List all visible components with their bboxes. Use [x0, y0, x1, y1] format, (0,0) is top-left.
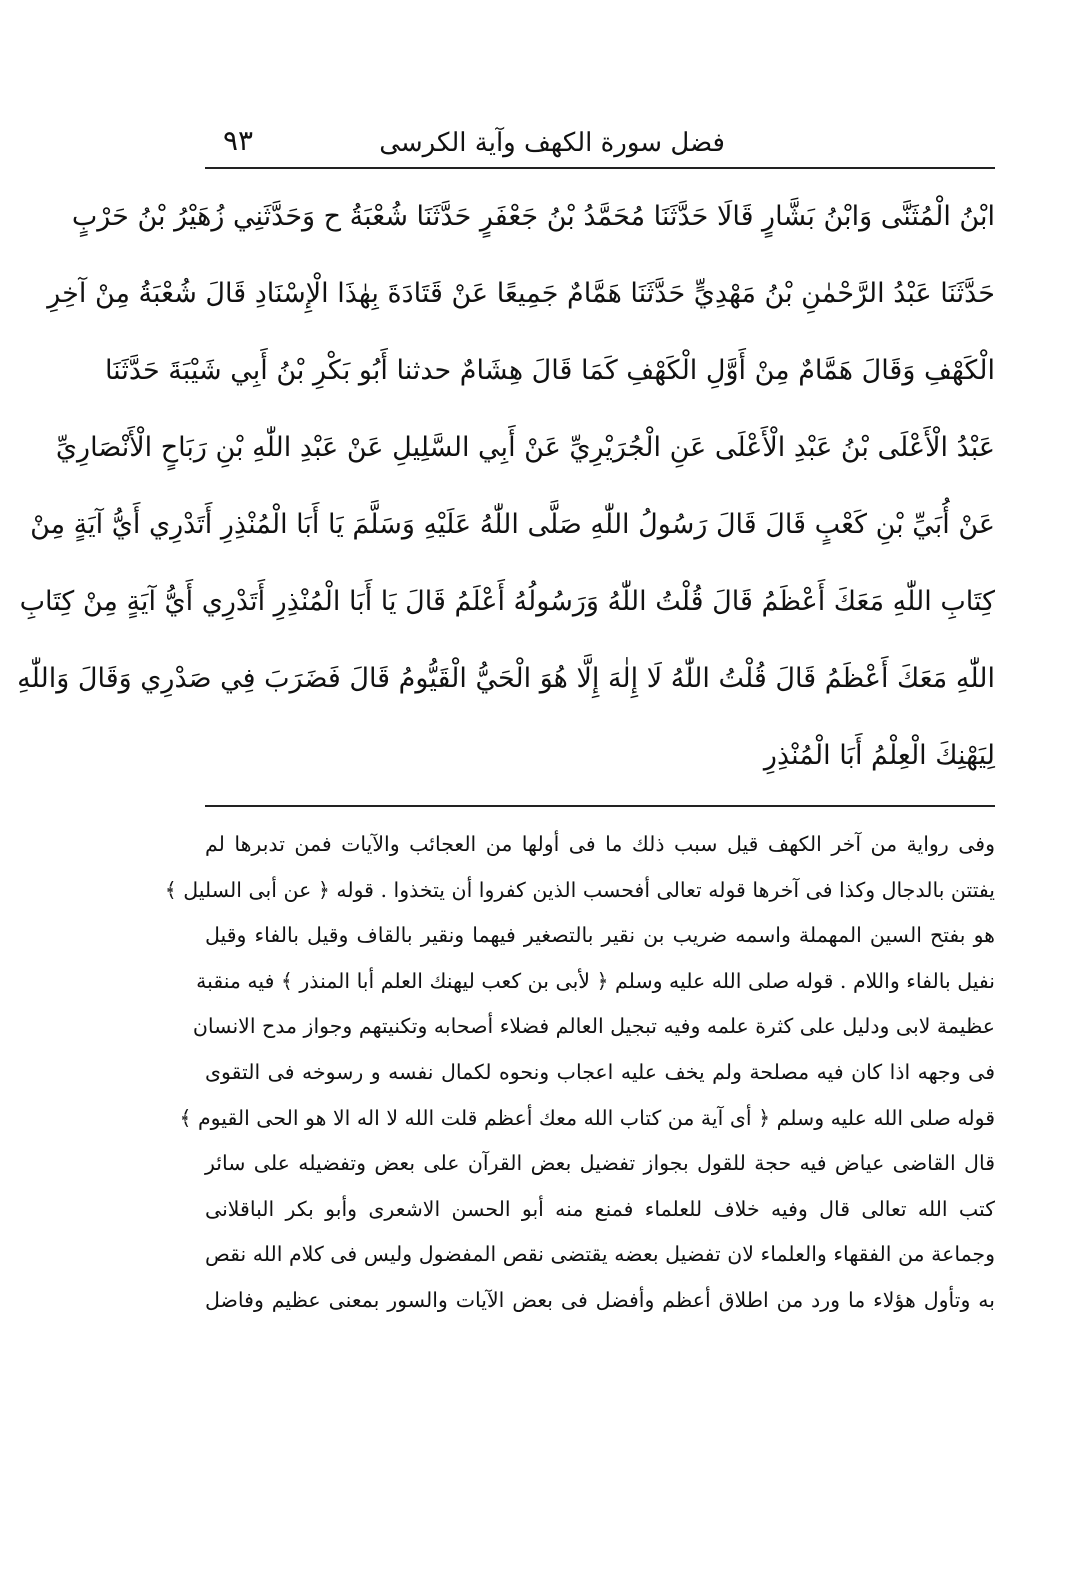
- page-number: ٩٣: [223, 124, 254, 157]
- commentary-line: عظيمة لابى ودليل على كثرة علمه وفيه تبجيل العالم فضلاء أصحابه وتكنيتهم وجواز مدح الانسان: [192, 1014, 995, 1039]
- commentary-line: وفى رواية من آخر الكهف قيل سبب ذلك ما فى أولها من العجائب والآيات فمن تدبرها لم: [205, 832, 995, 856]
- hadith-text: [17, 178, 995, 794]
- hadith-line: اللّٰهِ مَعَكَ أَعْظَمُ قَالَ قُلْتُ اللّٰهُ لَا إِلٰهَ إِلَّا هُوَ الْحَيُّ الْقَيُّومُ قَالَ فَضَرَبَ فِي صَدْرِي وَقَالَ وَاللّٰهِ: [17, 663, 995, 694]
- hadith-line: حَدَّثَنَا عَبْدُ الرَّحْمٰنِ بْنُ مَهْدِيٍّ حَدَّثَنَا هَمَّامٌ جَمِيعًا عَنْ قَتَادَةَ بِهٰذَا الْإِسْنَادِ قَالَ شُعْبَةُ مِنْ آخِرِ: [47, 278, 995, 309]
- hadith-line: لِيَهْنِكَ الْعِلْمُ أَبَا الْمُنْذِرِ: [763, 740, 995, 771]
- section-divider: [205, 805, 995, 807]
- commentary-line: قال القاضى عياض فيه حجة للقول بجواز تفضيل بعض القرآن على بعض وتفضيله على سائر: [205, 1151, 995, 1176]
- hadith-line: كِتَابِ اللّٰهِ مَعَكَ أَعْظَمُ قَالَ قُلْتُ اللّٰهُ وَرَسُولُهُ أَعْلَمُ قَالَ يَا أَبَا الْمُنْذِرِ أَتَدْرِي أَيُّ آيَةٍ مِنْ كِتَابِ: [19, 586, 995, 617]
- commentary-line: فى وجهه اذا كان فيه مصلحة ولم يخف عليه اعجاب ونحوه لكمال نفسه و رسوخه فى التقوى: [205, 1059, 995, 1084]
- commentary-line: به وتأول هؤلاء ما ورد من اطلاق أعظم وأفضل فى بعض الآيات والسور بمعنى عظيم وفاضل: [205, 1287, 995, 1312]
- hadith-line: عَبْدُ الْأَعْلَى بْنُ عَبْدِ الْأَعْلَى عَنِ الْجُرَيْرِيِّ عَنْ أَبِي السَّلِيلِ عَنْ عَبْدِ اللّٰهِ بْنِ رَبَاحٍ الْأَنْصَارِيِّ: [55, 432, 995, 463]
- commentary-line: هو بفتح السين المهملة واسمه ضريب بن نقير بالتصغير فيهما ونقير بالقاف وقيل بالفاء وقيل: [205, 923, 995, 948]
- hadith-line: عَنْ أُبَيِّ بْنِ كَعْبٍ قَالَ قَالَ رَسُولُ اللّٰهِ صَلَّى اللّٰهُ عَلَيْهِ وَسَلَّمَ يَا أَبَا الْمُنْذِرِ أَتَدْرِي أَيُّ آيَةٍ مِنْ: [30, 509, 995, 540]
- page-header: [205, 118, 995, 168]
- commentary-line: كتب الله تعالى قال وفيه خلاف للعلماء فمنع منه أبو الحسن الاشعرى وأبو بكر الباقلانى: [205, 1196, 995, 1221]
- running-title: فضل سورة الكهف وآية الكرسى: [379, 128, 725, 158]
- hadith-line: الْكَهْفِ وَقَالَ هَمَّامٌ مِنْ أَوَّلِ الْكَهْفِ كَمَا قَالَ هِشَامٌ حدثنا أَبُو بَكْرِ بْنُ أَبِي شَيْبَةَ حَدَّثَنَا: [104, 355, 995, 386]
- commentary-line: قوله صلى الله عليه وسلم ﴿ أى آية من كتاب الله معك أعظم قلت الله لا اله الا هو الحى القيوم ﴾: [179, 1105, 995, 1130]
- commentary-text: [164, 822, 995, 1324]
- commentary-line: وجماعة من الفقهاء والعلماء لان تفضيل بعضه يقتضى نقص المفضول وليس فى كلام الله نقص: [205, 1242, 995, 1267]
- commentary-line: يفتتن بالدجال وكذا فى آخرها قوله تعالى أفحسب الذين كفروا أن يتخذوا . قوله ﴿ عن أبى السليل ﴾: [164, 877, 995, 902]
- header-rule: [205, 167, 995, 169]
- hadith-line: ابْنُ الْمُثَنَّى وَابْنُ بَشَّارٍ قَالَا حَدَّثَنَا مُحَمَّدُ بْنُ جَعْفَرٍ حَدَّثَنَا شُعْبَةُ ح وَحَدَّثَنِي زُهَيْرُ بْنُ حَرْبٍ: [71, 201, 995, 232]
- commentary-line: نفيل بالفاء واللام . قوله صلى الله عليه وسلم ﴿ لأبى بن كعب ليهنك العلم أبا المنذر ﴾ فيه منقبة: [196, 968, 995, 993]
